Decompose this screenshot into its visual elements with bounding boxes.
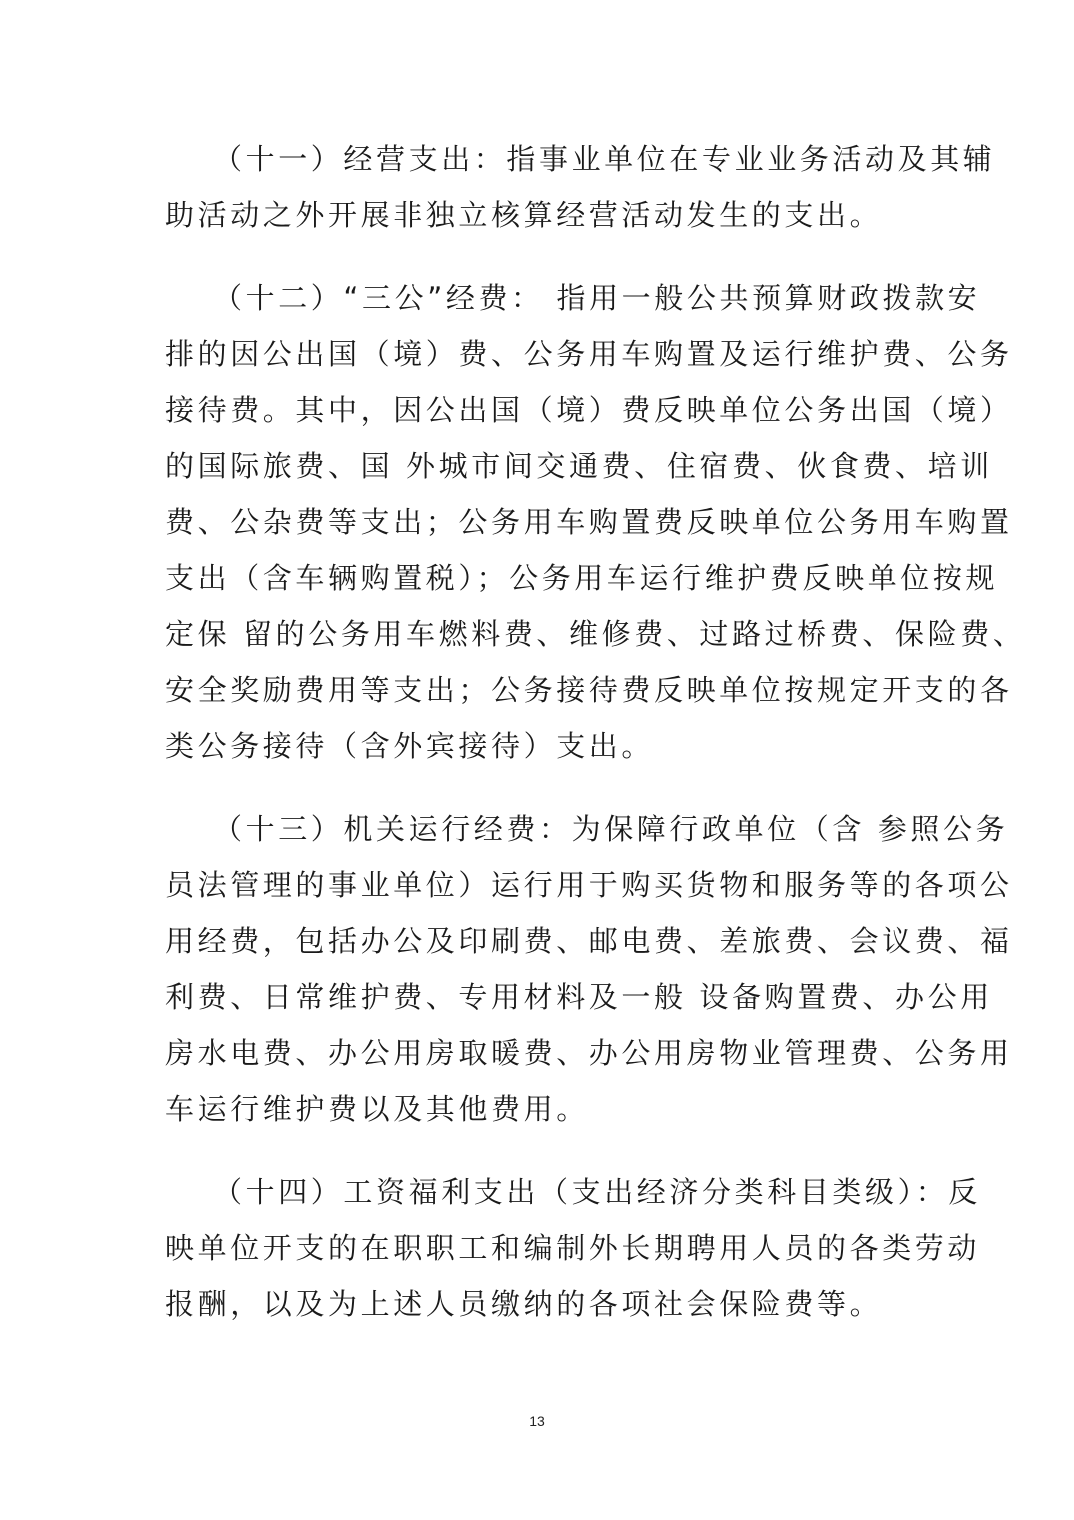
paragraph-line: （十一）经营支出：指事业单位在专业业务活动及其辅 [213, 142, 996, 176]
paragraph-line: 接待费。其中，因公出国（境）费反映单位公务出国（境） [165, 393, 1013, 427]
paragraph-line: 类公务接待（含外宾接待）支出。 [165, 729, 655, 763]
paragraph-line: （十四）工资福利支出（支出经济分类科目类级）：反 [213, 1175, 981, 1209]
paragraph-line: 员法管理的事业单位）运行用于购买货物和服务等的各项公 [165, 868, 1013, 902]
paragraph-salary-welfare-expenses [165, 1164, 981, 1332]
paragraph-agency-operating-funds [165, 801, 1013, 1137]
paragraph-line: （十二）“三公”经费： 指用一般公共预算财政拨款安 [213, 281, 981, 315]
paragraph-line: 费、公杂费等支出；公务用车购置费反映单位公务用车购置 [165, 505, 1013, 539]
paragraph-line: 房水电费、办公用房取暖费、办公用房物业管理费、公务用 [165, 1036, 1013, 1070]
paragraph-line: 支出（含车辆购置税）；公务用车运行维护费反映单位按规 [165, 561, 999, 595]
paragraph-line: 利费、日常维护费、专用材料及一般 设备购置费、办公用 [165, 980, 993, 1014]
paragraph-line: 车运行维护费以及其他费用。 [165, 1092, 589, 1126]
paragraph-line: 定保 留的公务用车燃料费、维修费、过路过桥费、保险费、 [165, 617, 1026, 651]
paragraph-line: 排的因公出国（境）费、公务用车购置及运行维护费、公务 [165, 337, 1013, 371]
paragraph-line: （十三）机关运行经费：为保障行政单位（含 参照公务 [213, 812, 1009, 846]
paragraph-line: 助活动之外开展非独立核算经营活动发生的支出。 [165, 198, 883, 232]
paragraph-line: 报酬，以及为上述人员缴纳的各项社会保险费等。 [165, 1287, 883, 1321]
paragraph-operating-expenses [165, 131, 996, 243]
paragraph-line: 用经费，包括办公及印刷费、邮电费、差旅费、会议费、福 [165, 924, 1013, 958]
paragraph-line: 的国际旅费、国 外城市间交通费、住宿费、伙食费、培训 [165, 449, 993, 483]
paragraph-three-public-expenses [165, 270, 1026, 774]
paragraph-line: 安全奖励费用等支出；公务接待费反映单位按规定开支的各 [165, 673, 1013, 707]
page-number: 13 [529, 1413, 545, 1429]
paragraph-line: 映单位开支的在职职工和编制外长期聘用人员的各类劳动 [165, 1231, 981, 1265]
